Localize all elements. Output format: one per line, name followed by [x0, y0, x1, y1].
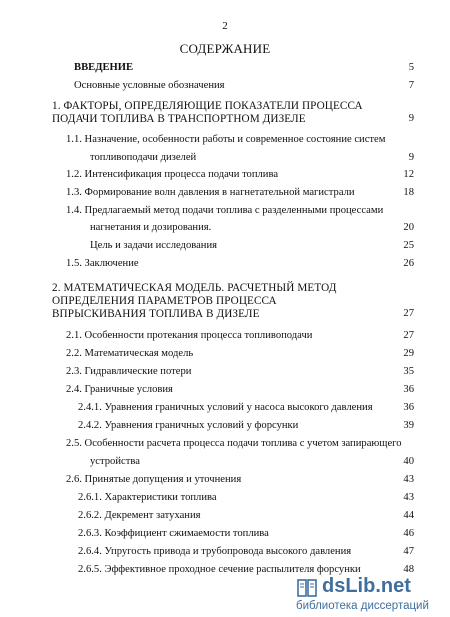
toc-entry-page: 48	[403, 564, 414, 575]
toc-chapter-heading: ОПРЕДЕЛЕНИЯ ПАРАМЕТРОВ ПРОЦЕССА	[52, 295, 277, 307]
toc-entry-page: 40	[403, 456, 414, 467]
toc-entry-text: 2.3. Гидравлические потери	[66, 366, 192, 377]
toc-entry-text: 2.6.5. Эффективное проходное сечение распылителя форсунки	[78, 564, 361, 575]
book-logo-icon	[296, 577, 318, 599]
toc-entry-text: 2.6.3. Коэффициент сжимаемости топлива	[78, 528, 269, 539]
toc-entry-text: 2.5. Особенности расчета процесса подачи топлива с учетом запирающего	[66, 438, 402, 449]
toc-entry-text: устройства	[90, 456, 140, 467]
toc-entry-text: 2.4.1. Уравнения граничных условий у насоса высокого давления	[78, 402, 373, 413]
toc-entry-text: 1.1. Назначение, особенности работы и современное состояние систем	[66, 134, 386, 145]
toc-entry-page: 36	[403, 384, 414, 395]
toc-entry-text: 2.6.4. Упругость привода и трубопровода высокого давления	[78, 546, 352, 557]
toc-entry-text: 2.4. Граничные условия	[66, 384, 173, 395]
toc-entry-page: 43	[403, 492, 414, 503]
toc-entry-page: 36	[403, 402, 414, 413]
toc-entry-text: 2.6.1. Характеристики топлива	[78, 492, 217, 503]
toc-chapter-heading: ПОДАЧИ ТОПЛИВА В ТРАНСПОРТНОМ ДИЗЕЛЕ	[52, 113, 306, 125]
toc-entry-text: 2.6. Принятые допущения и уточнения	[66, 474, 242, 485]
toc-entry-page: 39	[403, 420, 414, 431]
toc-entry-page: 25	[403, 240, 414, 251]
toc-entry-text: 1.3. Формирование волн давления в нагнетательной магистрали	[66, 187, 355, 198]
toc-entry-page: 26	[403, 258, 414, 269]
watermark-subtitle: библиотека диссертаций	[296, 600, 429, 612]
toc-entry-page: 27	[403, 308, 414, 319]
toc-entry-page: 47	[403, 546, 414, 557]
toc-entry-page: 5	[408, 62, 414, 73]
toc-entry-page: 7	[408, 80, 414, 91]
toc-entry-page: 46	[403, 528, 414, 539]
watermark	[290, 575, 450, 617]
page-number: 2	[222, 20, 228, 32]
toc-entry-text: Цель и задачи исследования	[90, 240, 218, 251]
watermark-brand: dsLib.net	[322, 575, 411, 597]
page-title: СОДЕРЖАНИЕ	[179, 41, 271, 56]
toc-entry-page: 9	[408, 113, 414, 124]
toc-entry-text: топливоподачи дизелей	[90, 152, 197, 163]
toc-entry-page: 9	[408, 152, 414, 163]
toc-chapter-heading: ВПРЫСКИВАНИЯ ТОПЛИВА В ДИЗЕЛЕ	[52, 308, 260, 320]
toc-entry-text: нагнетания и дозирования.	[90, 222, 212, 233]
toc-chapter-heading: 1. ФАКТОРЫ, ОПРЕДЕЛЯЮЩИЕ ПОКАЗАТЕЛИ ПРОЦЕССА	[52, 100, 363, 112]
toc-entry-text: 1.4. Предлагаемый метод подачи топлива с разделенными процессами	[66, 205, 384, 216]
toc-entry-page: 27	[403, 330, 414, 341]
toc-entry-text: 2.4.2. Уравнения граничных условий у форсунки	[78, 420, 299, 431]
toc-entry-text: 1.2. Интенсификация процесса подачи топлива	[66, 169, 279, 180]
toc-entry-text: 1.5. Заключение	[66, 258, 139, 269]
toc-entry-text: Основные условные обозначения	[74, 80, 225, 91]
toc-chapter-heading: 2. МАТЕМАТИЧЕСКАЯ МОДЕЛЬ. РАСЧЕТНЫЙ МЕТОД	[52, 282, 337, 294]
toc-entry-page: 29	[403, 348, 414, 359]
toc-entry-page: 44	[403, 510, 414, 521]
toc-entry-text: 2.2. Математическая модель	[66, 348, 194, 359]
toc-entry-page: 20	[403, 222, 414, 233]
toc-entry-page: 18	[403, 187, 414, 198]
toc-entry-text: 2.1. Особенности протекания процесса топливоподачи	[66, 330, 313, 341]
toc-entry-page: 12	[403, 169, 414, 180]
toc-entry-page: 43	[403, 474, 414, 485]
toc-entry-text: 2.6.2. Декремент затухания	[78, 510, 201, 521]
toc-entry-page: 35	[403, 366, 414, 377]
toc-entry-text: ВВЕДЕНИЕ	[74, 62, 134, 73]
